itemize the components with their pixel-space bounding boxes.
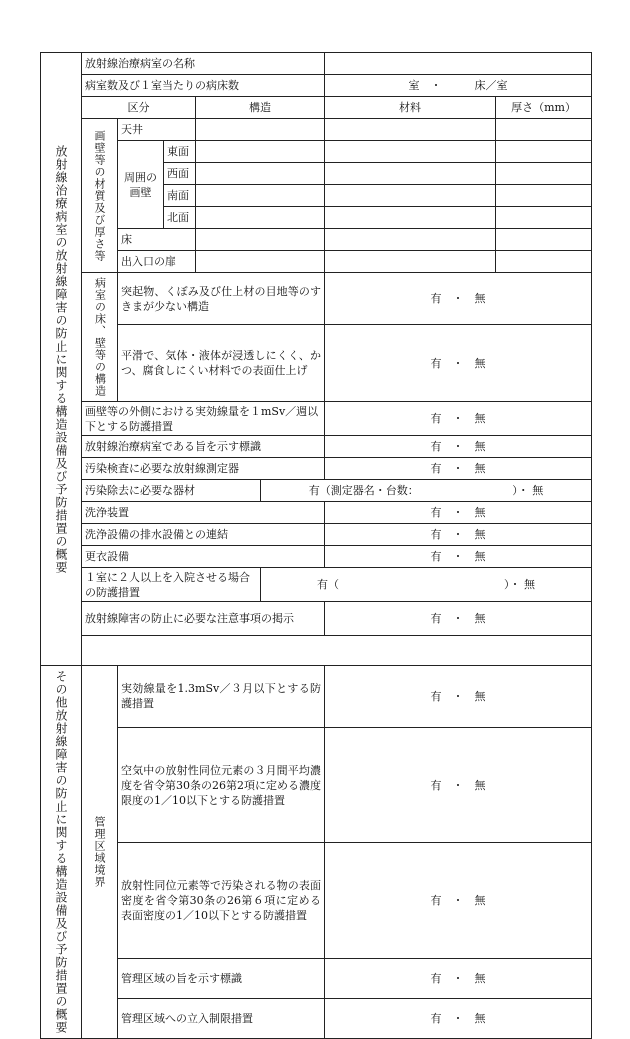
floor-structure[interactable] xyxy=(196,229,325,251)
dose-label: 画壁等の外側における実効線量を１mSv／週以下とする防護措置 xyxy=(82,402,325,436)
north-label: 北面 xyxy=(164,207,196,229)
row-boundary-5 xyxy=(41,999,592,1039)
notice-value[interactable]: 有 ・ 無 xyxy=(325,602,592,636)
boundary-item-2-value[interactable]: 有 ・ 無 xyxy=(325,727,592,843)
east-material[interactable] xyxy=(325,141,496,163)
row-east xyxy=(41,141,592,163)
row-dose xyxy=(41,402,592,436)
decon-label: 汚染除去に必要な器材 xyxy=(82,480,261,502)
beds-value[interactable]: 室 ・ 床／室 xyxy=(325,75,592,97)
room-name-label: 放射線治療病室の名称 xyxy=(82,53,325,75)
sign-value[interactable]: 有 ・ 無 xyxy=(325,436,592,458)
meter-label: 汚染検査に必要な放射線測定器 xyxy=(82,458,325,480)
boundary-item-5-value[interactable]: 有 ・ 無 xyxy=(325,999,592,1039)
boundary-item-1: 実効線量を1.3mSv／３月以下とする防護措置 xyxy=(118,666,325,728)
boundary-item-1-value[interactable]: 有 ・ 無 xyxy=(325,666,592,728)
west-material[interactable] xyxy=(325,163,496,185)
row-notice xyxy=(41,602,592,636)
boundary-item-4: 管理区域の旨を示す標識 xyxy=(118,959,325,999)
row-boundary-3 xyxy=(41,843,592,959)
row-wash xyxy=(41,502,592,524)
wash-value[interactable]: 有 ・ 無 xyxy=(325,502,592,524)
boundary-item-5: 管理区域への立入制限措置 xyxy=(118,999,325,1039)
row-drain xyxy=(41,524,592,546)
door-label: 出入口の扉 xyxy=(118,251,196,273)
meter-value[interactable]: 有 ・ 無 xyxy=(325,458,592,480)
row-spacer xyxy=(41,636,592,666)
east-label: 東面 xyxy=(164,141,196,163)
south-material[interactable] xyxy=(325,185,496,207)
row-floor xyxy=(41,229,592,251)
wash-label: 洗浄装置 xyxy=(82,502,325,524)
floor-material[interactable] xyxy=(325,229,496,251)
row-floor-struct-2 xyxy=(41,325,592,402)
walls-group-label: 画壁等の材質及び厚さ等 xyxy=(82,119,118,273)
ceiling-thickness[interactable] xyxy=(496,119,592,141)
row-meter xyxy=(41,458,592,480)
floor-struct-group-label: 病室の床、壁等の構造 xyxy=(82,273,118,402)
row-room-name xyxy=(41,53,592,75)
door-material[interactable] xyxy=(325,251,496,273)
north-thickness[interactable] xyxy=(496,207,592,229)
row-multi xyxy=(41,568,592,602)
decon-value[interactable]: 有（測定器名・台数： ）・ 無 xyxy=(261,480,592,502)
ceiling-label: 天井 xyxy=(118,119,196,141)
row-header xyxy=(41,97,592,119)
header-category: 区分 xyxy=(82,97,196,119)
door-thickness[interactable] xyxy=(496,251,592,273)
multi-value[interactable]: 有（ ）・ 無 xyxy=(261,568,592,602)
floor-label: 床 xyxy=(118,229,196,251)
floor-struct-item-2-value[interactable]: 有 ・ 無 xyxy=(325,325,592,402)
row-sign xyxy=(41,436,592,458)
beds-label: 病室数及び１室当たりの病床数 xyxy=(82,75,325,97)
row-ceiling xyxy=(41,119,592,141)
east-thickness[interactable] xyxy=(496,141,592,163)
ceiling-structure[interactable] xyxy=(196,119,325,141)
south-thickness[interactable] xyxy=(496,185,592,207)
floor-struct-item-1: 突起物、くぼみ及び仕上材の目地等のすきまが少ない構造 xyxy=(118,273,325,325)
notice-label: 放射線障害の防止に必要な注意事項の掲示 xyxy=(82,602,325,636)
south-label: 南面 xyxy=(164,185,196,207)
row-door xyxy=(41,251,592,273)
west-thickness[interactable] xyxy=(496,163,592,185)
header-material: 材料 xyxy=(325,97,496,119)
row-decon xyxy=(41,480,592,502)
blank-row xyxy=(82,636,592,666)
row-boundary-4 xyxy=(41,959,592,999)
north-structure[interactable] xyxy=(196,207,325,229)
change-label: 更衣設備 xyxy=(82,546,325,568)
sign-label: 放射線治療病室である旨を示す標識 xyxy=(82,436,325,458)
drain-label: 洗浄設備の排水設備との連結 xyxy=(82,524,325,546)
row-beds xyxy=(41,75,592,97)
west-label: 西面 xyxy=(164,163,196,185)
dose-value[interactable]: 有 ・ 無 xyxy=(325,402,592,436)
drain-value[interactable]: 有 ・ 無 xyxy=(325,524,592,546)
row-change xyxy=(41,546,592,568)
header-thickness: 厚さ（mm） xyxy=(496,97,592,119)
east-structure[interactable] xyxy=(196,141,325,163)
section-title: 放射線治療病室の放射線障害の防止に関する構造設備及び予防措置の概要 xyxy=(41,53,82,666)
surrounding-walls-label: 周囲の画壁 xyxy=(118,141,164,229)
boundary-item-4-value[interactable]: 有 ・ 無 xyxy=(325,959,592,999)
north-material[interactable] xyxy=(325,207,496,229)
boundary-group-label: 管理区域境界 xyxy=(82,666,118,1039)
header-structure: 構造 xyxy=(196,97,325,119)
floor-thickness[interactable] xyxy=(496,229,592,251)
other-section-title: その他放射線障害の防止に関する構造設備及び予防措置の概要 xyxy=(41,666,82,1039)
door-structure[interactable] xyxy=(196,251,325,273)
change-value[interactable]: 有 ・ 無 xyxy=(325,546,592,568)
west-structure[interactable] xyxy=(196,163,325,185)
floor-struct-item-2: 平滑で、気体・液体が浸透しにくく、かつ、腐食しにくい材料での表面仕上げ xyxy=(118,325,325,402)
radiation-ward-form-table xyxy=(40,52,592,1039)
row-floor-struct-1 xyxy=(41,273,592,325)
row-boundary-2 xyxy=(41,727,592,843)
ceiling-material[interactable] xyxy=(325,119,496,141)
row-boundary-1 xyxy=(41,666,592,728)
south-structure[interactable] xyxy=(196,185,325,207)
boundary-item-3: 放射性同位元素等で汚染される物の表面密度を省令第30条の26第６項に定める表面密度の1／10以下とする防護措置 xyxy=(118,843,325,959)
floor-struct-item-1-value[interactable]: 有 ・ 無 xyxy=(325,273,592,325)
room-name-value[interactable] xyxy=(325,53,592,75)
boundary-item-2: 空気中の放射性同位元素の３月間平均濃度を省令第30条の26第2項に定める濃度限度の1／10以下とする防護措置 xyxy=(118,727,325,843)
boundary-item-3-value[interactable]: 有 ・ 無 xyxy=(325,843,592,959)
multi-label: １室に２人以上を入院させる場合の防護措置 xyxy=(82,568,261,602)
